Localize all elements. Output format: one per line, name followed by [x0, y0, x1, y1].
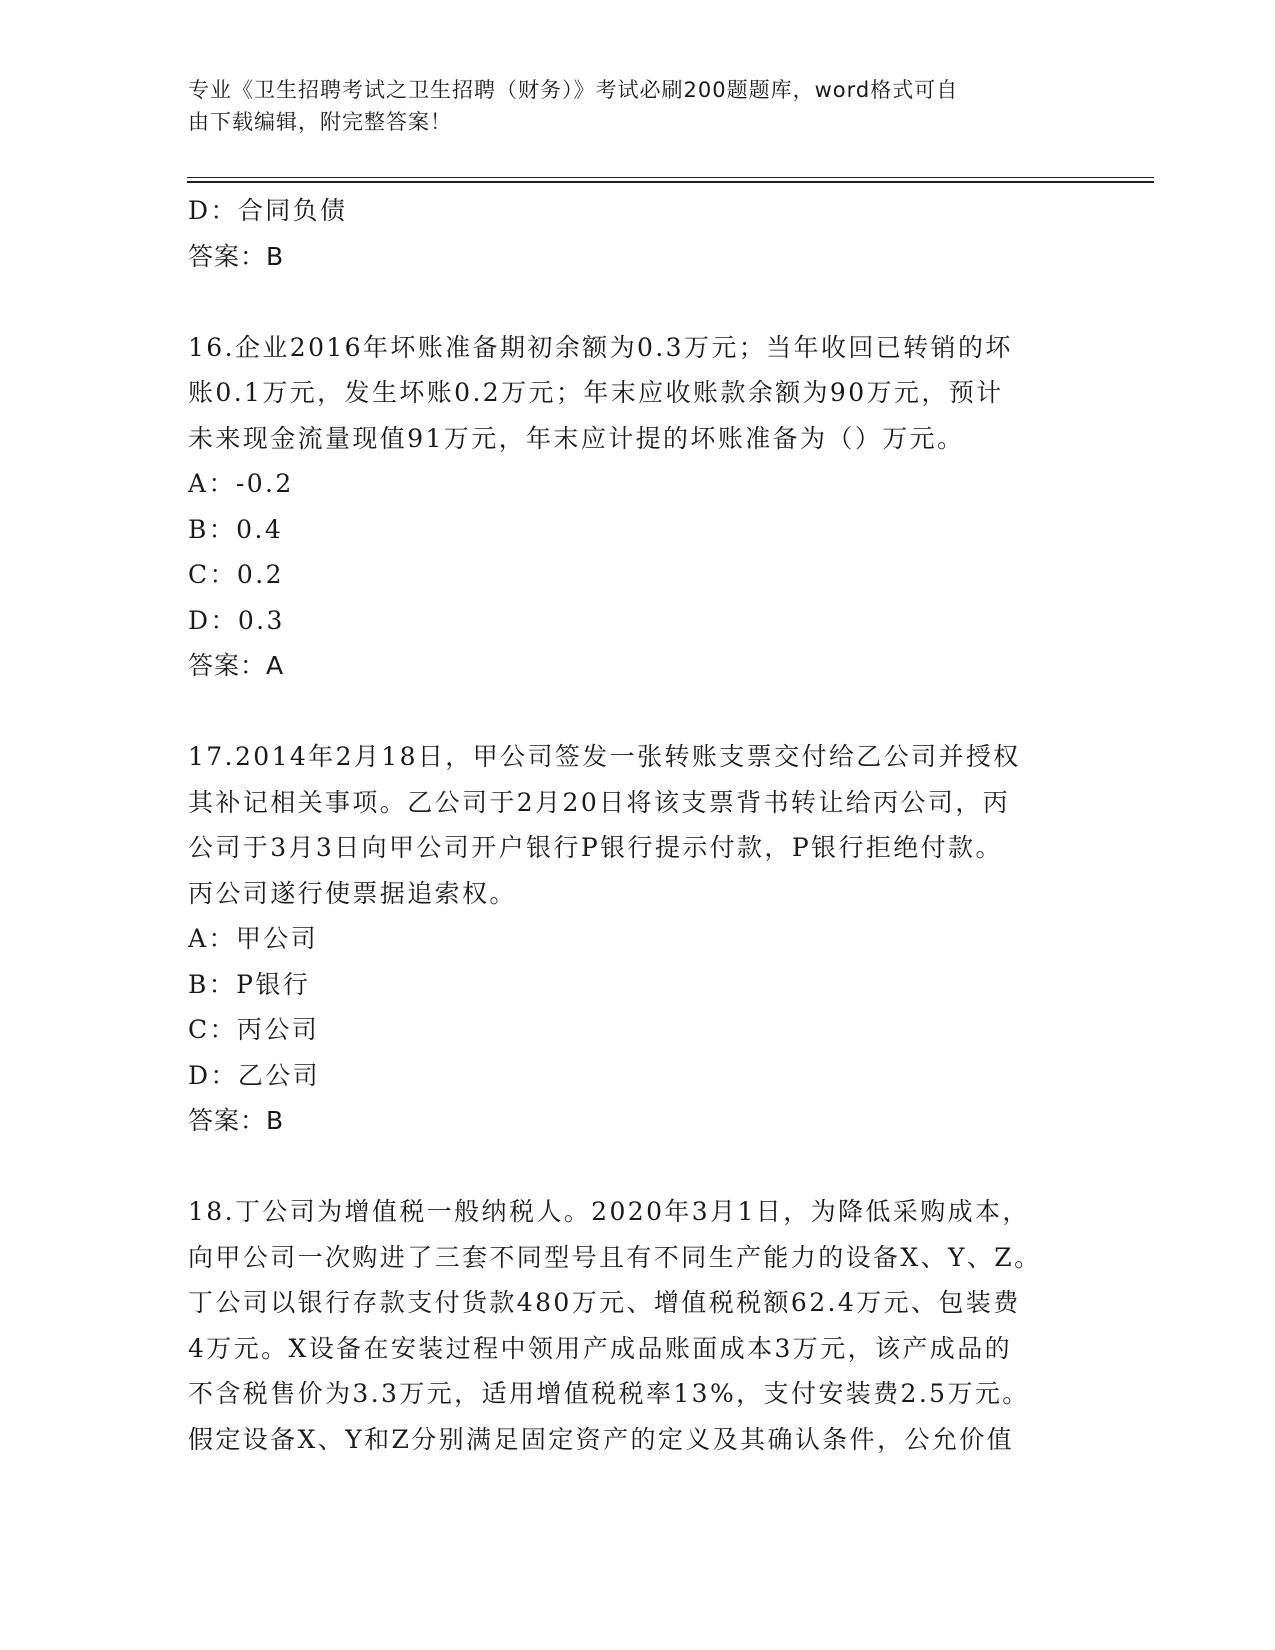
q16-answer: 答案：A: [188, 651, 285, 680]
q16-option-c: C：0.2: [188, 560, 284, 589]
q17-option-a: A：甲公司: [188, 924, 319, 953]
q16-option-d: D：0.3: [188, 605, 285, 635]
document-body: [188, 188, 1088, 1462]
q18-text-line-5: 不含税售价为3.3万元，适用增值税税率13%，支付安装费2.5万元。: [188, 1379, 1030, 1408]
q17-answer: 答案：B: [188, 1106, 285, 1135]
q18-text-line-2: 向甲公司一次购进了三套不同型号且有不同生产能力的设备X、Y、Z。: [188, 1242, 1042, 1272]
spacer: [188, 1144, 1088, 1190]
header-line-1: 专业《卫生招聘考试之卫生招聘（财务）》考试必刷200题题库，word格式可自: [188, 78, 959, 102]
q17-option-d: D：乙公司: [188, 1060, 321, 1090]
q16-text-line-3: 未来现金流量现值91万元，年末应计提的坏账准备为（）万元。: [188, 423, 965, 453]
document-header: [188, 74, 1068, 138]
q16-text-line-1: 16.企业2016年坏账准备期初余额为0.3万元；当年收回已转销的坏: [188, 332, 1013, 362]
q17-option-b: B：P银行: [188, 969, 311, 999]
header-line-2: 由下载编辑，附完整答案！: [188, 110, 452, 134]
spacer: [188, 689, 1088, 735]
spacer: [188, 279, 1088, 325]
q15-option-d: D：合同负债: [188, 196, 348, 225]
q18-text-line-6: 假定设备X、Y和Z分别满足固定资产的定义及其确认条件，公允价值: [188, 1424, 1015, 1454]
q15-answer: 答案：B: [188, 241, 285, 271]
q16-option-a: A：-0.2: [188, 469, 294, 498]
q18-text-line-1: 18.丁公司为增值税一般纳税人。2020年3月1日，为降低采购成本，: [188, 1197, 1030, 1226]
q17-option-c: C：丙公司: [188, 1015, 320, 1044]
q17-text-line-3: 公司于3月3日向甲公司开户银行P银行提示付款，P银行拒绝付款。: [188, 833, 1003, 862]
header-divider-thick: [187, 181, 1154, 183]
q16-option-b: B：0.4: [188, 514, 284, 544]
q18-text-line-3: 丁公司以银行存款支付货款480万元、增值税税额62.4万元、包装费: [188, 1288, 1021, 1317]
q17-text-line-4: 丙公司遂行使票据追索权。: [188, 878, 517, 908]
q16-text-line-2: 账0.1万元，发生坏账0.2万元；年末应收账款余额为90万元，预计: [188, 378, 1004, 407]
header-divider-thin: [187, 177, 1154, 178]
q17-text-line-1: 17.2014年2月18日，甲公司签发一张转账支票交付给乙公司并授权: [188, 742, 1021, 771]
q17-text-line-2: 其补记相关事项。乙公司于2月20日将该支票背书转让给丙公司，丙: [188, 787, 1011, 817]
q18-text-line-4: 4万元。X设备在安装过程中领用产成品账面成本3万元，该产成品的: [188, 1333, 1013, 1363]
